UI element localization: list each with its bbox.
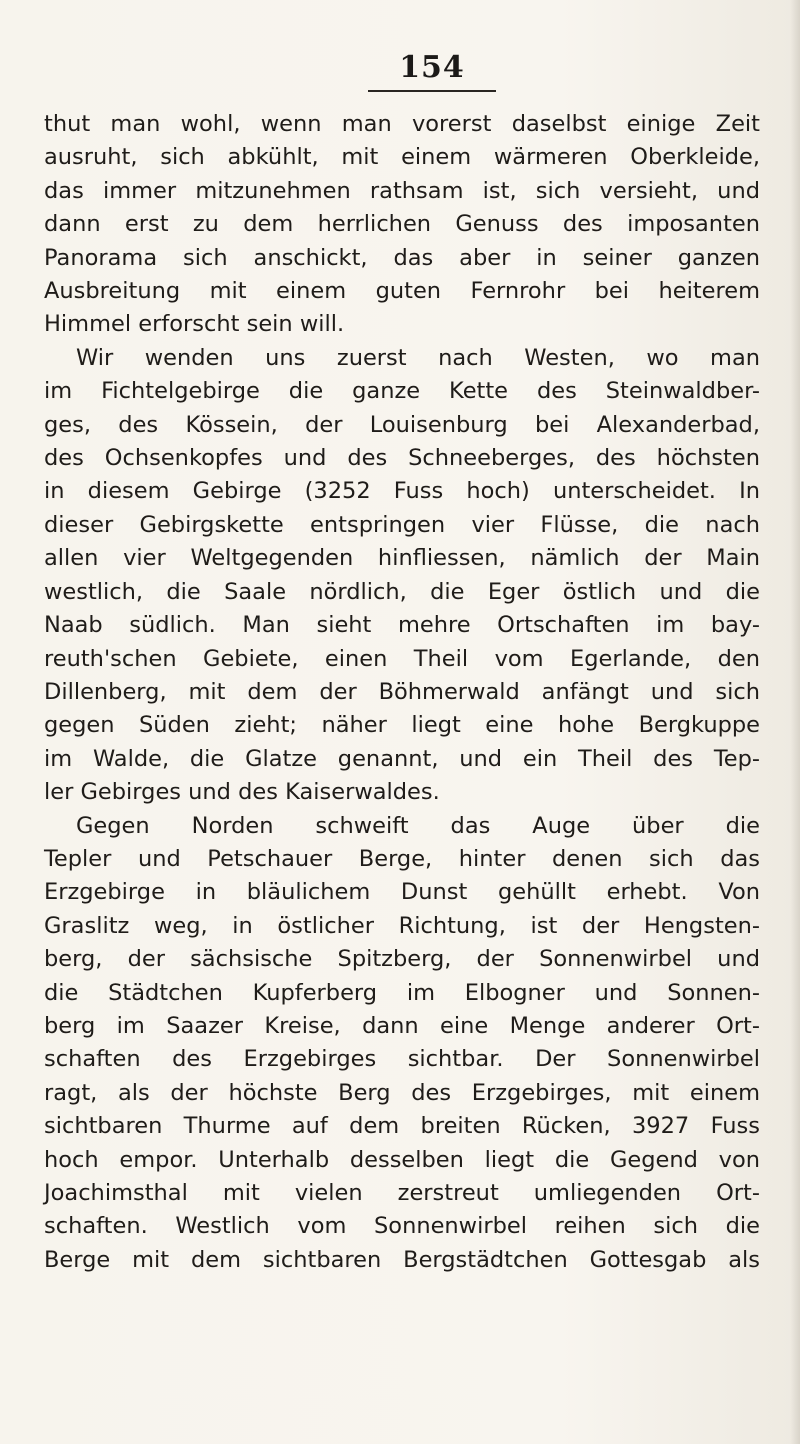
text-line: thut man wohl, wenn man vorerst daselbst einige Zeit <box>44 111 760 137</box>
text-line: Erzgebirge in bläulichem Dunst gehüllt erhebt. Von <box>44 879 760 906</box>
text-line: Dillenberg, mit dem der Böhmerwald anfängt und sich <box>44 678 760 705</box>
text-line: berg, der sächsische Spitzberg, der Sonnenwirbel und <box>44 946 760 973</box>
page-edge-shadow <box>790 0 800 1444</box>
text-line: berg im Saazer Kreise, dann eine Menge anderer Ort- <box>44 1012 760 1039</box>
text-line: allen vier Weltgegenden hinfliessen, nämlich der Main <box>44 545 760 572</box>
text-line: sichtbaren Thurme auf dem breiten Rücken, 3927 Fuss <box>44 1113 760 1140</box>
text-line: Wir wenden uns zuerst nach Westen, wo man <box>76 344 760 371</box>
text-line: Himmel erforscht sein will. <box>44 311 345 338</box>
text-line: Berge mit dem sichtbaren Bergstädtchen Gottesgab als <box>44 1246 760 1273</box>
body-text <box>44 108 760 1277</box>
text-line: Joachimsthal mit vielen zerstreut umliegenden Ort- <box>44 1180 760 1206</box>
text-line: Tepler und Petschauer Berge, hinter denen sich das <box>44 845 760 872</box>
text-line: westlich, die Saale nördlich, die Eger östlich und die <box>44 578 760 605</box>
text-line: im Walde, die Glatze genannt, und ein Theil des Tep- <box>44 745 760 772</box>
text-line: schaften des Erzgebirges sichtbar. Der Sonnenwirbel <box>44 1046 760 1073</box>
text-line: reuth'schen Gebiete, einen Theil vom Egerlande, den <box>44 645 760 672</box>
text-line: gegen Süden zieht; näher liegt eine hohe Bergkuppe <box>44 712 760 739</box>
text-line: ges, des Kössein, der Louisenburg bei Alexanderbad, <box>44 411 760 438</box>
page-number: 154 <box>399 50 465 85</box>
text-line: dieser Gebirgskette entspringen vier Flüsse, die nach <box>44 511 760 538</box>
text-line: ragt, als der höchste Berg des Erzgebirges, mit einem <box>44 1079 760 1106</box>
text-line: ler Gebirges und des Kaiserwaldes. <box>44 779 440 806</box>
text-line: Gegen Norden schweift das Auge über die <box>76 812 760 839</box>
text-line: dann erst zu dem herrlichen Genuss des imposanten <box>44 211 760 238</box>
text-line: hoch empor. Unterhalb desselben liegt die Gegend von <box>44 1146 760 1173</box>
text-line: in diesem Gebirge (3252 Fuss hoch) unterscheidet. In <box>44 478 760 505</box>
text-line: des Ochsenkopfes und des Schneeberges, des höchsten <box>44 445 760 472</box>
text-line: Graslitz weg, in östlicher Richtung, ist der Hengsten- <box>44 912 760 939</box>
text-line: Naab südlich. Man sieht mehre Ortschaften im bay- <box>44 612 760 639</box>
page-number-rule <box>368 90 496 92</box>
text-line: Ausbreitung mit einem guten Fernrohr bei heiterem <box>44 278 760 305</box>
text-line: Panorama sich anschickt, das aber in seiner ganzen <box>44 244 760 271</box>
text-line: im Fichtelgebirge die ganze Kette des Steinwaldber- <box>44 378 760 405</box>
text-line: das immer mitzunehmen rathsam ist, sich versieht, und <box>44 177 760 204</box>
text-line: die Städtchen Kupferberg im Elbogner und Sonnen- <box>44 979 760 1006</box>
text-line: schaften. Westlich vom Sonnenwirbel reihen sich die <box>44 1213 760 1240</box>
text-line: ausruht, sich abkühlt, mit einem wärmeren Oberkleide, <box>44 144 760 171</box>
